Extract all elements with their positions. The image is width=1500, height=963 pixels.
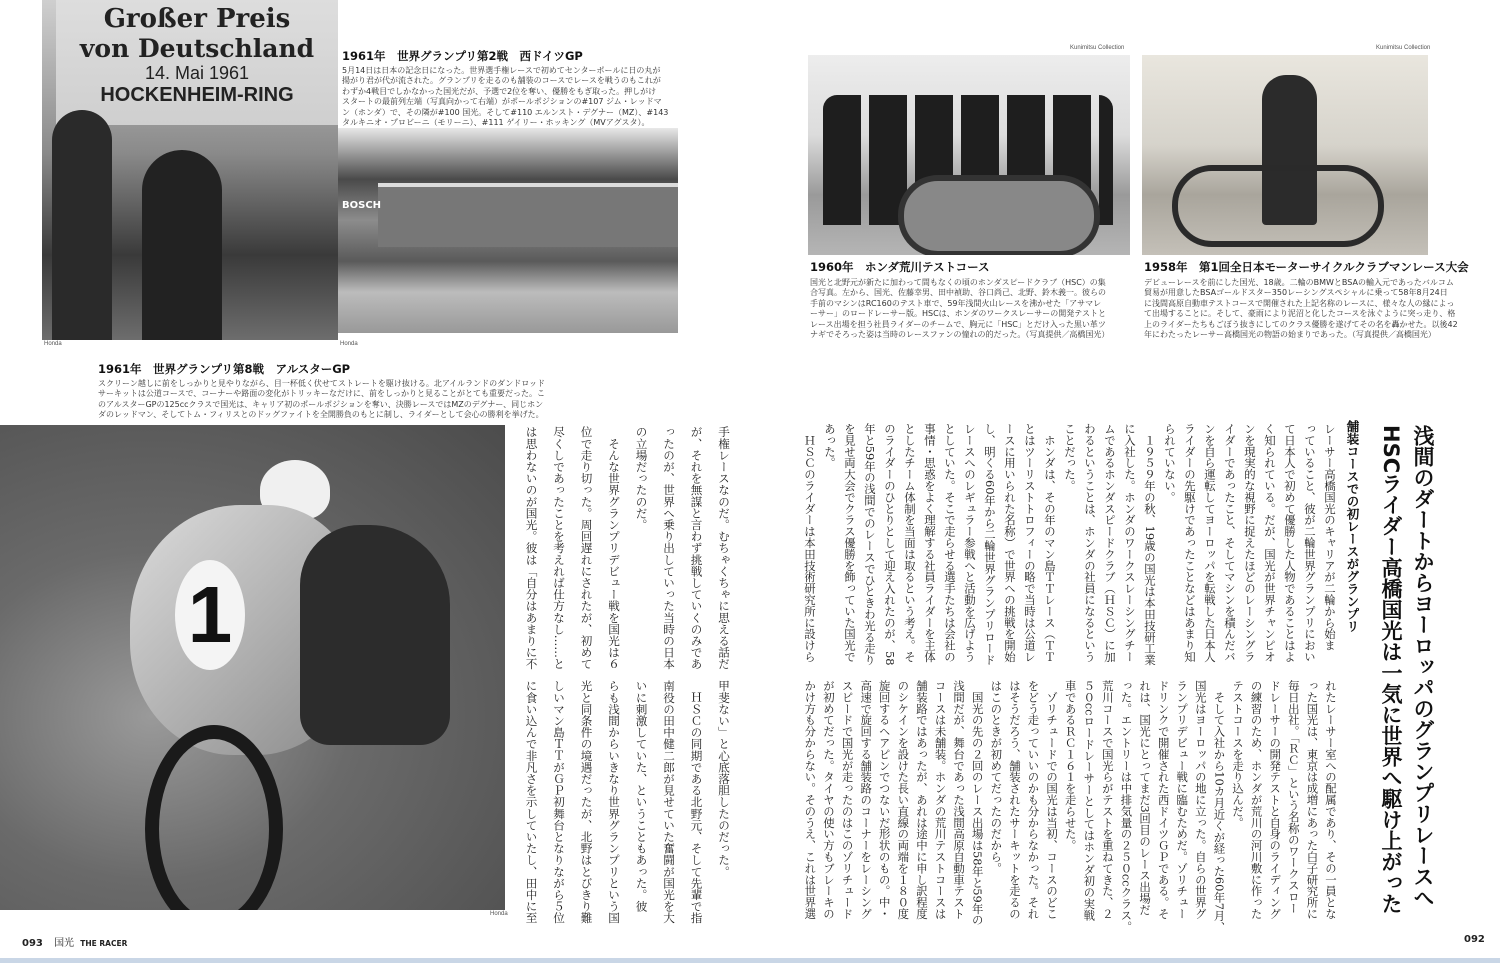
article-column-line: て日本人で初めて優勝した人物であることはよ: [1283, 423, 1297, 663]
magazine-title: 国光: [54, 938, 75, 949]
magazine-brand: THE RACER: [80, 939, 128, 948]
article-column-line: ゾリチュードでの国光は当初、コースのどこ: [1045, 680, 1060, 920]
article-column-line: 高速で旋回する舗装路のコーナーをレーシング: [859, 680, 874, 920]
article-column-line: としたチーム体制を当面は取るという考え。そ: [903, 423, 917, 663]
article-body-left-lower: [515, 680, 737, 935]
article-column-line: テストコースを走り込んだ。: [1231, 680, 1246, 829]
article-column-line: の立場だったのだ。: [634, 426, 649, 531]
caption-title-ulster: 1961年 世界グランプリ第8戦 アルスターGP: [98, 362, 351, 376]
photo-credit: Kunimitsu Collection: [1070, 45, 1125, 51]
article-column-line: としていた。そこで走らせる選手たちは会社の: [943, 423, 957, 663]
article-column-line: の練習のため、ホンダが荒川の河川敷に作った: [1249, 680, 1264, 920]
article-column-line: ことだった。: [1063, 423, 1077, 492]
caption-title-west-germany: 1961年 世界グランプリ第2戦 西ドイツGP: [342, 49, 583, 63]
article-body-left-upper: [515, 426, 737, 670]
article-column-line: 年と59年の浅間でのレースでひときわ光る走り: [863, 423, 877, 666]
article-column-line: のシケインを設けた長い直線の両端を１８０度: [896, 680, 911, 920]
article-column-line: は思わないのが国光。彼は「自分はあまりに不: [524, 426, 539, 670]
article-column-line: れは、国光にとってまだ3回目のレース出場だ: [1138, 680, 1153, 916]
article-column-line: そして入社から10カ月近くが経った60年7月、: [1212, 680, 1227, 933]
photo-bsa-1958: [1142, 55, 1428, 255]
article-column-line: ムであるホンダスピードクラブ（ＨＳＣ）に加: [1103, 423, 1117, 663]
article-column-line: スピードで国光が走ったのはこのゾリチュード: [840, 680, 855, 920]
caption-arakawa: 国光と北野元が新たに加わって間もなくの頃のホンダスピードクラブ（HSC）の集 合写真。左から、国光、佐藤幸男、田中禎助、谷口尚己、北野、鈴木義一。彼らの 手前のマシンはRC160のテスト車で、59年浅間火山レースを沸かせた「アサマレ ーサー」のロードレーサー版。HSCは、ホンダのワークスレーサーの開発テストと レース出場を担う社員ライダーのチームで、胸元に「HSC」とだけ入った黒い革ツ ナギでそろった姿は当時のレースファンの憧れの的だった。（写真提供／高橋国光）: [810, 278, 1110, 339]
rider-body: [300, 525, 450, 745]
article-column-line: そんな世界グランプリデビュー戦を国光は６: [607, 426, 621, 670]
article-column-line: をどう走っていいのかも分からなかった。それ: [1026, 680, 1041, 920]
article-column-line: が初めてだった。タイヤの使い方もブレーキの: [821, 680, 836, 920]
article-column-line: 国光の先の２回のレース出場は58年と59年の: [970, 680, 985, 926]
article-column-line: く知られている。だが、国光が世界チャンピオ: [1263, 423, 1277, 663]
article-column-line: に食い込んで非凡さを示していたし、田中に至: [524, 680, 539, 924]
photo-ulster-rider: [0, 425, 505, 910]
window-bottom-edge: [0, 958, 1500, 963]
photo-hsc-group: [808, 55, 1130, 255]
article-column-line: レーサー高橋国光のキャリアが二輪から始ま: [1323, 423, 1337, 651]
article-column-line: ったのが、世界へ乗り出していった当時の日本: [662, 426, 676, 670]
article-column-line: あった。: [823, 423, 837, 469]
article-column-line: コースは未舗装。ホンダの荒川テストコースは: [933, 680, 948, 920]
article-headline: 浅間のダートからヨーロッパのグランプリレースへ HSCライダー高橋国光は一気に世界へ駆け上がった: [1379, 425, 1435, 915]
race-number: 1: [175, 560, 245, 670]
article-column-line: ドレーサーの開発テストと自身のライディング: [1268, 680, 1283, 920]
article-column-line: レースへのレギュラー参戦へと活動を広げよう: [963, 423, 977, 663]
page-footer-left: [22, 934, 127, 949]
article-column-line: しいマン島ＴＴがＧＰ初舞台となりながら５位: [552, 680, 566, 924]
article-column-line: が、それを無謀と言わず挑戦していくのみであ: [689, 426, 704, 670]
article-column-line: 甲斐ない」と心底落胆したのだった。: [717, 680, 731, 878]
article-column-line: 南役の田中健二郎が見せていた奮闘が国光を大: [662, 680, 676, 924]
article-column-line: ースに用いられた名称）で世界への挑戦を開始: [1003, 423, 1017, 663]
grandstand: [378, 183, 678, 247]
article-column-line: を見せ両大会でクラス優勝を飾っていた国光で: [843, 423, 857, 663]
photo-credit: Honda: [490, 911, 508, 917]
article-column-line: 国光はヨーロッパの地に立った。自らの世界グ: [1193, 680, 1208, 920]
article-column-line: 毎日出社。「ＲＣ」という名称のワークスロー: [1286, 680, 1301, 914]
article-column-line: わるということは、ホンダの社員になるという: [1083, 423, 1097, 663]
caption-title-arakawa: 1960年 ホンダ荒川テストコース: [810, 260, 990, 274]
motorcycle: [1172, 165, 1384, 247]
article-column-line: ５０ccロードレーサーとしてはホンダ初の実戦: [1082, 680, 1097, 921]
article-column-line: １９５９年の秋、19歳の国光は本田技研工業: [1143, 423, 1157, 666]
article-column-line: 光と同条件の境遇だったが、北野はとびきり難: [579, 680, 594, 924]
article-column-line: 旋回するヘアピンでつないだ形状のもの。中・: [877, 680, 892, 920]
photo-hockenheim-start: [338, 128, 678, 333]
article-column-line: かけ方も分からない。そのうえ、これは世界選: [803, 680, 818, 920]
article-body-right-upper: [800, 423, 1340, 666]
bosch-banner: BOSCH: [342, 200, 382, 211]
photo-credit: Kunimitsu Collection: [1376, 45, 1431, 51]
article-column-line: っていること、彼が二輪世界グランプリにおい: [1303, 423, 1317, 663]
rider-figure: [52, 110, 112, 340]
article-column-line: 事情・思惑をよく理解する社員ライダーを主体: [923, 423, 937, 663]
article-column-line: イダーであったこと、そしてマシンを積んだバ: [1223, 423, 1237, 663]
article-column-line: ドリンクで開催された西ドイツＧＰである。そ: [1156, 680, 1171, 920]
article-column-line: 浅間だが、舞台であった浅間高原自動車テスト: [952, 680, 967, 920]
photo-credit: Honda: [44, 341, 62, 347]
article-column-line: れたレーサー室への配属であり、その一員とな: [1324, 680, 1338, 920]
race-sign: Großer Preis von Deutschland 14. Mai 1961 HOCKENHEIM-RING: [56, 0, 338, 125]
article-column-line: 車であるＲＣ１６１を走らせた。: [1063, 680, 1078, 851]
article-column-line: ンを現実的な視野に捉えたほどのレーシングラ: [1243, 423, 1257, 663]
article-column-line: とはツーリストトロフィーの略で当時は公道レ: [1023, 423, 1037, 663]
article-column-line: はそうだろう、舗装されたサーキットを走るの: [1007, 680, 1022, 920]
photo-hockenheim-podium: [42, 0, 338, 340]
article-column-line: らも浅間からいきなり世界グランプリという国: [607, 680, 621, 924]
article-subhead: 舗装コースでの初レースがグランプリ: [1345, 420, 1360, 633]
article-column-line: った。エントリーは中排気量の２５０ccクラス。: [1119, 680, 1134, 933]
article-column-line: ＨＳＣの同期である北野元、そして先輩で指: [689, 680, 704, 924]
article-column-line: ライダーの先駆けであったことなどはあまり知: [1183, 423, 1197, 663]
article-column-line: のライダーのひとりとして迎え入れたのが、58: [883, 423, 897, 666]
article-column-line: られていない。: [1163, 423, 1177, 503]
article-column-line: ＨＳＣのライダーは本田技術研究所に設けら: [803, 423, 817, 663]
article-column-line: 荒川コースで国光らがテストを重ねてきた、２: [1100, 680, 1115, 920]
article-column-line: いに刺激していた、ということもあった。彼: [634, 680, 649, 912]
article-column-line: 舗装路ではあったが、あれは途中に申し訳程度: [914, 680, 929, 920]
page-number: 093: [22, 938, 43, 949]
article-column-line: し、明くる60年から二輪世界グランプリロード: [983, 423, 997, 666]
article-column-line: はこのときが初めてだったのだから。: [989, 680, 1004, 874]
caption-clubman: デビューレースを前にした国光、18歳。二輪のBMWとBSAの輸入元であったバルコム 貿易が用意したBSAゴールドスター350レーシングスペシャルに乗って58年8月24日 に浅間高原自動車テストコースで開催された上記名称のレースに、様々な人の縁によっ て出場することに。そして、豪雨により泥沼と化したコースを泳ぐように突っ走り、格 上のライダーたちもごぼう抜きにしてのクラス優勝を遂げてその名を轟かせた。以後42 年にわたったレーサー高橋国光の物語の始まりであった。（写真提供／高橋国光）: [1144, 278, 1458, 339]
article-column-line: ンを自ら運転してヨーロッパを転戦した日本人: [1203, 423, 1217, 663]
photo-credit: Honda: [340, 341, 358, 347]
caption-ulster: スクリーン越しに前をしっかりと見やりながら、目一杯低く伏せてストレートを駆け抜ける。北アイルランドのダンドロッド サーキットは公道コースで、コーナーや路面の変化がトリッキーなだけに、前をしっかりと見ることがとても重要だった。こ のアルスターGPの125ccクラスで国光は、キャリア初のポールポジションを奪い、決勝レースではMZのデグナー、同じホン ダのレッドマン、そしてトム・フィリスとのドッグファイトを全開勝負のもとに制し、ライダーとして会心の勝利を挙げた。: [98, 379, 546, 420]
article-column-line: 手権レースなのだ。むちゃくちゃに思える話だ: [717, 426, 731, 670]
article-column-line: ホンダは、その年のマン島ＴＴレース（ＴＴ: [1043, 423, 1057, 663]
article-column-line: 位で走り切った。周回遅れにされたが、初めて: [579, 426, 594, 670]
caption-west-germany: 5月14日は日本の記念日になった。世界選手権レースで初めてセンターポールに日の丸が 揚がり君が代が流された。グランプリを走るのも舗装のコースでレースを戦うのもこれが わずか4戦目でしかなかった国光だが、予選で2位を奪い、優勝をもぎ取った。押しがけ スタートの最前列左端（写真向かって右端）がポールポジションの#107 ジム・レッドマ ン（ホンダ）で、その隣が#100 国光。そして#110 エルンスト・デグナー（MZ）、#143 タルキニオ・プロビーニ（モリーニ）、#111 ゲイリー・ホッキング（MVアグスタ）。: [342, 66, 669, 127]
motorcycle: [898, 175, 1100, 255]
page-number-right: 092: [1464, 934, 1485, 945]
rider-figure: [142, 150, 222, 340]
article-column-line: 尽くしであったことを考えれば仕方なし……と: [552, 426, 566, 670]
article-column-line: ランプリデビュー戦に臨むためだ。ゾリチュー: [1175, 680, 1190, 920]
caption-title-clubman: 1958年 第1回全日本モーターサイクルクラブマンレース大会: [1144, 260, 1469, 274]
article-body-right-lower: [800, 680, 1340, 935]
article-column-line: った国光は、東京は成増にあった白子研究所に: [1305, 680, 1320, 920]
article-column-line: に入社した。ホンダのワークスレーシングチー: [1123, 423, 1137, 663]
